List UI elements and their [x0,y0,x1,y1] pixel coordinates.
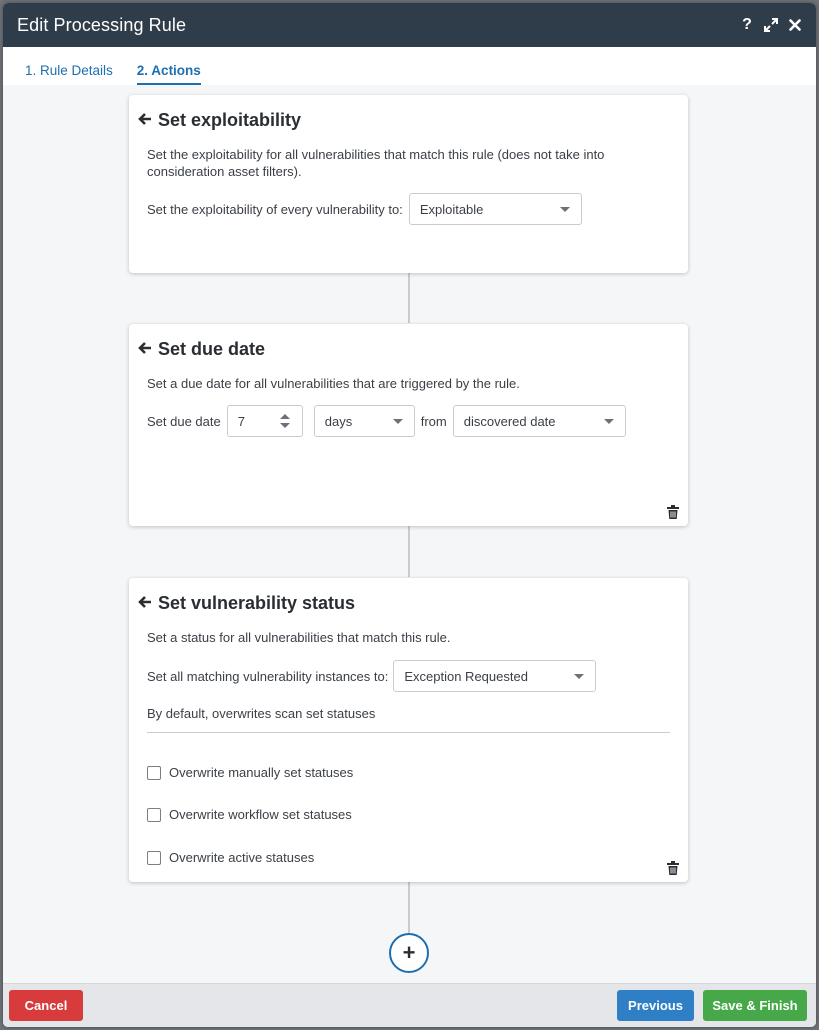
trash-icon[interactable] [667,505,679,519]
checkbox-label: Overwrite manually set statuses [169,765,354,780]
checkbox[interactable] [147,808,161,822]
due-date-amount-stepper[interactable] [227,405,303,437]
overwrite-active-option[interactable] [147,850,314,865]
plus-icon: + [402,940,416,965]
card-description: Set the exploitability for all vulnerabilities that match this rule (does not take into consideration asset filters). [147,147,605,179]
field-label: Set due date [147,413,221,429]
due-date-unit-select[interactable] [314,405,415,437]
checkbox[interactable] [147,766,161,780]
tab-actions[interactable]: 2. Actions [137,63,201,85]
wizard-tabs [3,47,816,85]
arrow-left-icon[interactable] [138,593,152,614]
add-action-button[interactable] [389,933,429,973]
set-due-date-title: Set due date [158,339,266,359]
previous-button[interactable]: Previous [617,990,694,1021]
help-icon[interactable]: ? [742,16,752,33]
card-title [138,593,670,614]
tab-rule-details[interactable]: 1. Rule Details [25,63,113,78]
card-description: Set a status for all vulnerabilities that match this rule. [147,630,451,645]
expand-icon[interactable] [764,16,778,34]
field-label: Set all matching vulnerability instances to: [147,668,389,684]
from-label: from [420,413,447,429]
card-title [138,110,670,131]
connector-line [408,525,410,577]
connector-line [408,881,410,933]
stepper-down-icon[interactable] [280,423,290,428]
status-select[interactable] [393,660,596,692]
edit-processing-rule-modal [3,3,816,1027]
set-exploitability-title: Set exploitability [158,110,302,130]
trash-icon[interactable] [667,861,679,875]
actions-canvas [3,85,816,983]
set-vulnerability-status-card [129,578,688,882]
select-value: Exploitable [419,201,484,217]
stepper-up-icon[interactable] [280,414,290,419]
due-date-row [147,405,670,437]
arrow-left-icon[interactable] [138,110,152,131]
modal-footer [3,983,816,1027]
status-row [147,660,670,692]
exploitability-row [147,193,670,225]
connector-line [408,271,410,323]
field-label: Set the exploitability of every vulnerability to: [147,201,403,217]
due-date-from-select[interactable] [453,405,626,437]
modal-header [3,3,816,47]
close-icon[interactable] [788,16,802,34]
stepper-value: 7 [237,413,245,429]
checkbox[interactable] [147,851,161,865]
caret-down-icon [574,674,584,679]
set-due-date-card [129,324,688,526]
arrow-left-icon[interactable] [138,339,152,360]
caret-down-icon [604,419,614,424]
default-note: By default, overwrites scan set statuses [147,705,670,733]
overwrite-manual-option[interactable] [147,765,353,780]
exploitability-select[interactable] [409,193,582,225]
overwrite-workflow-option[interactable] [147,807,352,822]
select-value: days [324,413,353,429]
save-finish-button[interactable]: Save & Finish [703,990,807,1021]
set-exploitability-card [129,95,688,273]
card-description: Set a due date for all vulnerabilities that are triggered by the rule. [147,376,520,391]
checkbox-label: Overwrite workflow set statuses [169,807,352,822]
caret-down-icon [560,207,570,212]
set-status-title: Set vulnerability status [158,593,356,613]
cancel-button[interactable]: Cancel [9,990,83,1021]
select-value: Exception Requested [404,668,528,684]
modal-title: Edit Processing Rule [17,14,187,35]
select-value: discovered date [463,413,556,429]
checkbox-label: Overwrite active statuses [169,850,315,865]
caret-down-icon [393,419,403,424]
card-title [138,339,670,360]
